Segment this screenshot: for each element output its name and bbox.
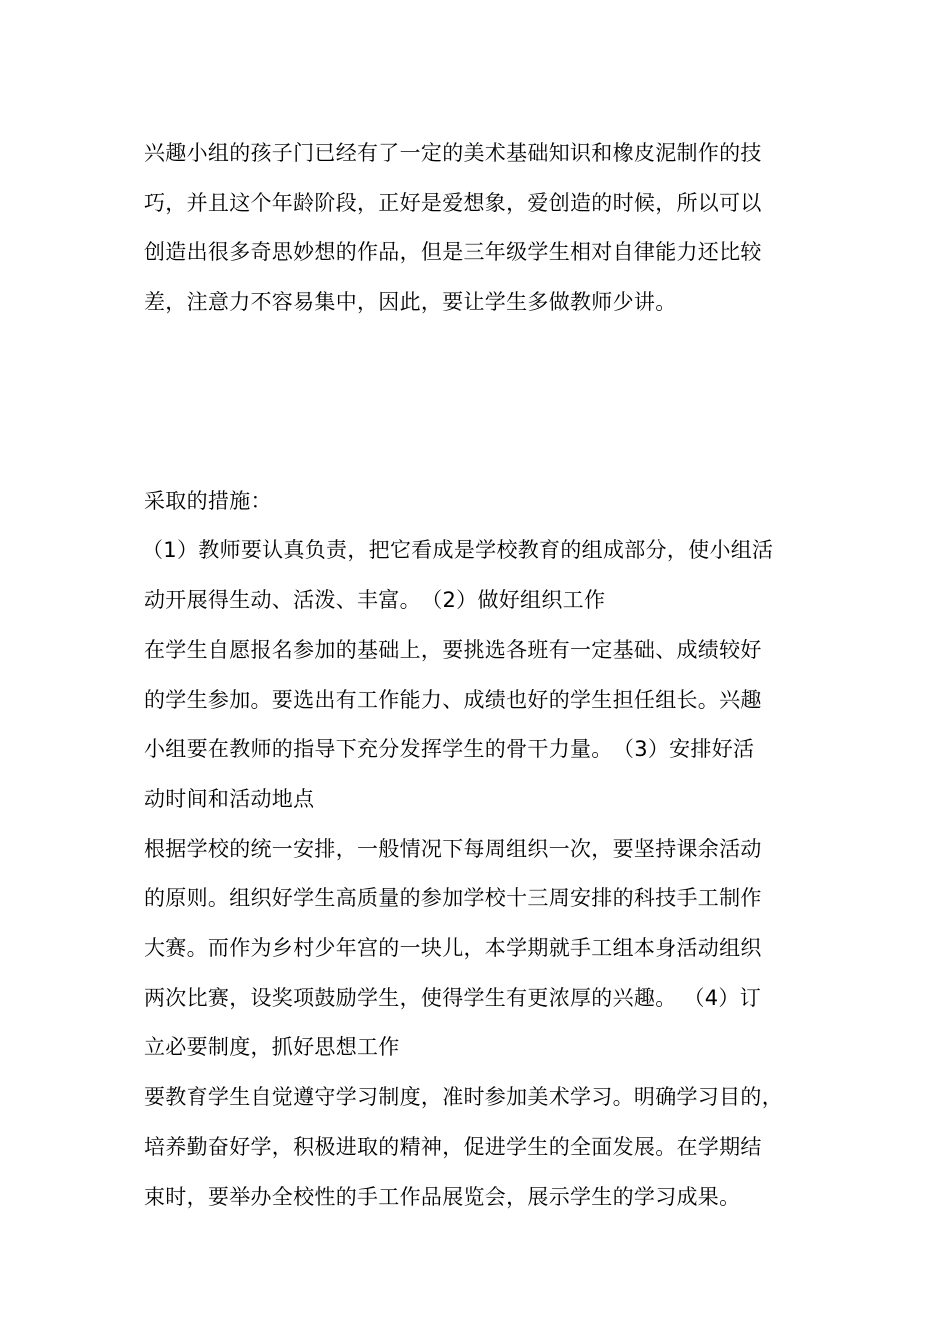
measures-line-9: 大赛。而作为乡村少年宫的一块儿，本学期就手工组本身活动组织	[144, 936, 762, 960]
measures-line-5: 小组要在教师的指导下充分发挥学生的骨干力量。 （3）安排好活	[144, 737, 755, 761]
measures-line-10: 两次比赛，设奖项鼓励学生，使得学生有更浓厚的兴趣。 （4）订	[144, 986, 762, 1010]
measures-line-2: 动开展得生动、活泼、丰富。 （2）做好组织工作	[144, 588, 606, 612]
measures-line-14: 束时，要举办全校性的手工作品展览会，展示学生的学习成果。	[144, 1185, 741, 1209]
intro-line-1: 兴趣小组的孩子门已经有了一定的美术基础知识和橡皮泥制作的技	[144, 141, 762, 165]
intro-line-4: 差，注意力不容易集中，因此，要让学生多做教师少讲。	[144, 290, 677, 314]
measures-line-3: 在学生自愿报名参加的基础上，要挑选各班有一定基础、成绩较好	[144, 638, 762, 662]
measures-heading: 采取的措施：	[144, 489, 272, 513]
intro-line-3: 创造出很多奇思妙想的作品，但是三年级学生相对自律能力还比较	[144, 240, 762, 264]
measures-line-11: 立必要制度，抓好思想工作	[144, 1035, 400, 1059]
measures-line-4: 的学生参加。要选出有工作能力、成绩也好的学生担任组长。兴趣	[144, 688, 762, 712]
measures-line-6: 动时间和活动地点	[144, 787, 315, 811]
intro-line-2: 巧，并且这个年龄阶段，正好是爱想象，爱创造的时候，所以可以	[144, 191, 762, 215]
measures-line-7: 根据学校的统一安排，一般情况下每周组织一次，要坚持课余活动	[144, 837, 762, 861]
measures-line-8: 的原则。组织好学生高质量的参加学校十三周安排的科技手工制作	[144, 886, 762, 910]
measures-line-13: 培养勤奋好学，积极进取的精神，促进学生的全面发展。在学期结	[144, 1135, 762, 1159]
measures-line-1: （1）教师要认真负责，把它看成是学校教育的组成部分，使小组活	[142, 538, 774, 562]
measures-line-12: 要教育学生自觉遵守学习制度，准时参加美术学习。明确学习目的，	[144, 1085, 783, 1109]
